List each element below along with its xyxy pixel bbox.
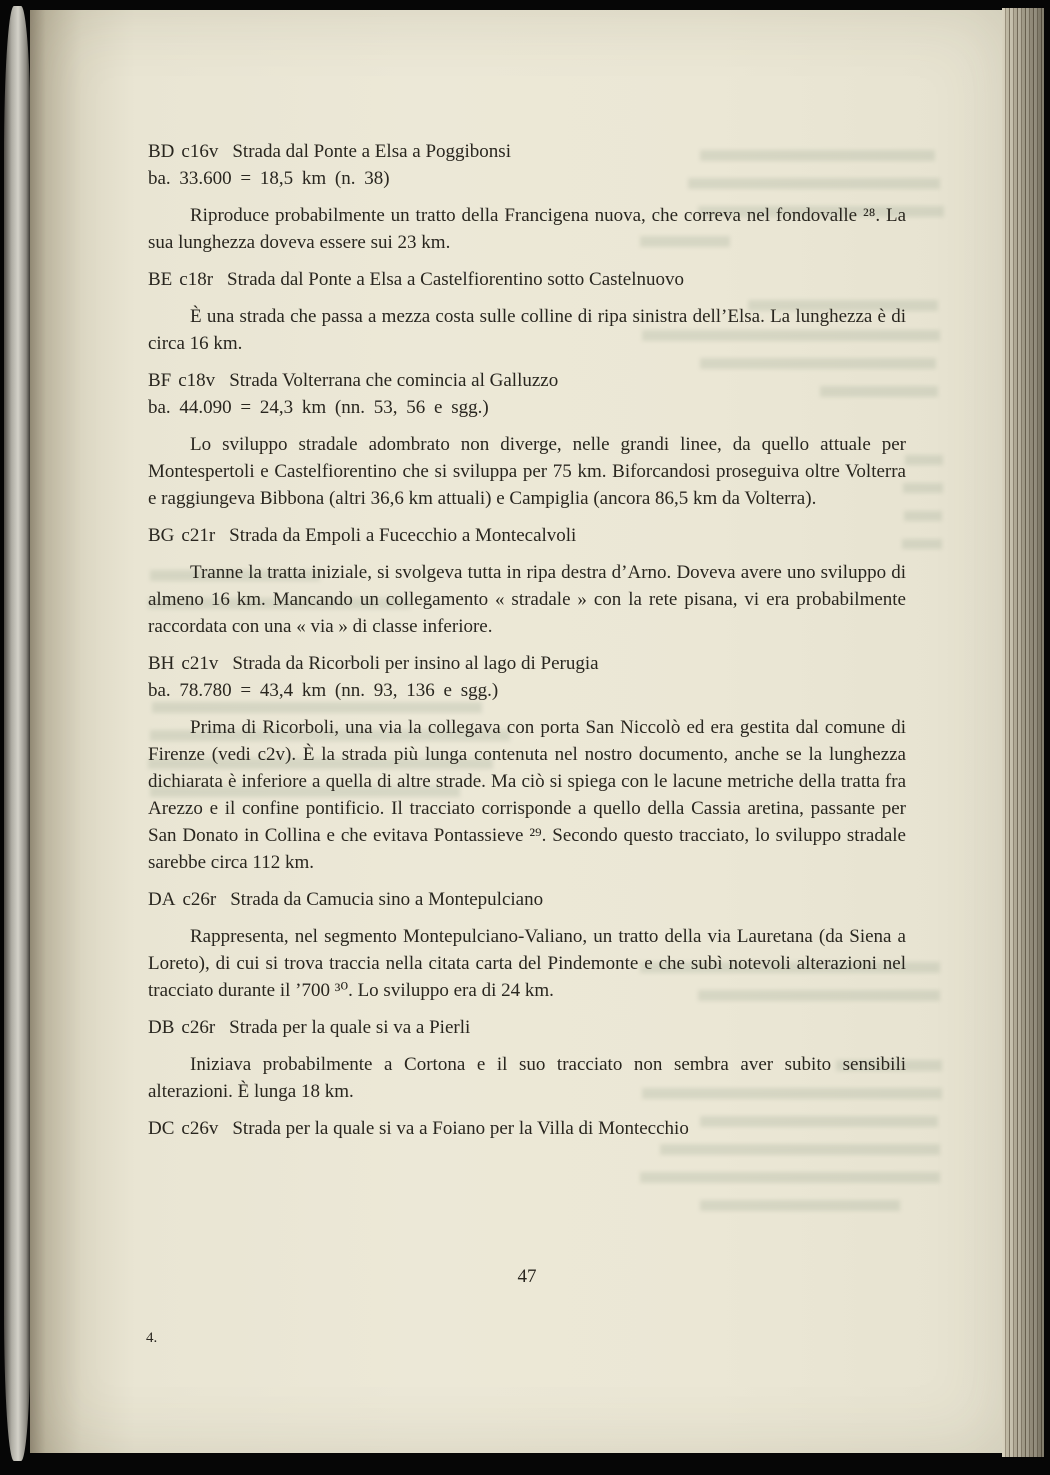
entry-code: DA [148, 889, 176, 910]
entry-folio: c26r [182, 889, 217, 910]
entry-folio: c26v [181, 1118, 219, 1139]
entry-title: Strada per la quale si va a Pierli [229, 1017, 471, 1038]
entry-code: BE [148, 269, 173, 290]
entry-heading [148, 367, 906, 394]
entry-code: BG [148, 525, 175, 546]
page-number: 47 [517, 1266, 537, 1287]
body-paragraph: Riproduce probabilmente un tratto della Francigena nuova, che correva nel fondovalle ²⁸. La sua lunghezza doveva essere sui 23 km. [148, 205, 906, 253]
entry-code: BF [148, 370, 172, 391]
entry-title: Strada da Ricorboli per insino al lago di Perugia [232, 653, 599, 674]
body-paragraph: Rappresenta, nel segmento Montepulciano-Valiano, un tratto della via Lauretana (da Siena a Loreto), di cui si trova traccia nella citata carta del Pindemonte e che subì notevoli alterazioni nel tracciato durante il ’700 ³⁰. Lo sviluppo era di 24 km. [148, 926, 906, 1001]
entry-title: Strada Volterrana che comincia al Galluzzo [229, 370, 559, 391]
entry-measurement: ba. 33.600 = 18,5 km (n. 38) [148, 168, 390, 189]
entry-measurement: ba. 44.090 = 24,3 km (nn. 53, 56 e sgg.) [148, 397, 489, 418]
entry-heading [148, 886, 906, 913]
entry-heading [148, 650, 906, 677]
entry-folio: c26r [181, 1017, 216, 1038]
entry-folio: c16v [181, 141, 219, 162]
entry-heading [148, 522, 906, 549]
entry-heading [148, 138, 906, 165]
entry-code: DB [148, 1017, 175, 1038]
signature-mark: 4. [146, 1330, 158, 1346]
entry-heading [148, 1115, 906, 1142]
entry-title: Strada da Empoli a Fucecchio a Montecalvoli [229, 525, 577, 546]
body-paragraph: È una strada che passa a mezza costa sulle colline di ripa sinistra dell’Elsa. La lunghezza è di circa 16 km. [148, 306, 906, 354]
entry-title: Strada dal Ponte a Elsa a Poggibonsi [232, 141, 511, 162]
entry-folio: c18r [179, 269, 214, 290]
entry-code: BD [148, 141, 175, 162]
entry-folio: c18v [178, 370, 216, 391]
body-paragraph: Lo sviluppo stradale adombrato non diverge, nelle grandi linee, da quello attuale per Montespertoli e Castelfiorentino che si sviluppa per 75 km. Biforcandosi proseguiva oltre Volterra e raggiungeva Bibbona (altri 36,6 km attuali) e Campiglia (ancora 86,5 km da Volterra). [148, 434, 906, 509]
body-paragraph: Tranne la tratta iniziale, si svolgeva tutta in ripa destra d’Arno. Doveva avere uno sviluppo di almeno 16 km. Mancando un collegamento « stradale » con la rete pisana, vi era probabilmente raccordata con una « via » di classe inferiore. [148, 562, 906, 637]
body-paragraph: Prima di Ricorboli, una via la collegava con porta San Niccolò ed era gestita dal comune di Firenze (vedi c2v). È la strada più lunga contenuta nel nostro documento, anche se la lunghezza dichiarata è inferiore a quella di altre strade. Ma ciò si spiega con le lacune metriche della tratta fra Arezzo e il confine pontificio. Il tracciato corrisponde a quello della Cassia aretina, passante per San Donato in Collina e che evitava Pontassieve ²⁹. Secondo questo tracciato, lo sviluppo stradale sarebbe circa 112 km. [148, 717, 906, 873]
entry-folio: c21v [181, 653, 219, 674]
body-paragraph: Iniziava probabilmente a Cortona e il suo tracciato non sembra aver subito sensibili alterazioni. È lunga 18 km. [148, 1054, 906, 1102]
entry-heading [148, 266, 906, 293]
entry-code: DC [148, 1118, 175, 1139]
entry-title: Strada da Camucia sino a Montepulciano [230, 889, 544, 910]
entry-title: Strada dal Ponte a Elsa a Castelfiorentino sotto Castelnuovo [227, 269, 685, 290]
text-block [148, 128, 906, 1142]
entry-code: BH [148, 653, 175, 674]
entry-title: Strada per la quale si va a Foiano per la Villa di Montecchio [232, 1118, 689, 1139]
entry-measurement: ba. 78.780 = 43,4 km (nn. 93, 136 e sgg.) [148, 680, 499, 701]
entry-heading [148, 1014, 906, 1041]
entry-folio: c21r [181, 525, 216, 546]
